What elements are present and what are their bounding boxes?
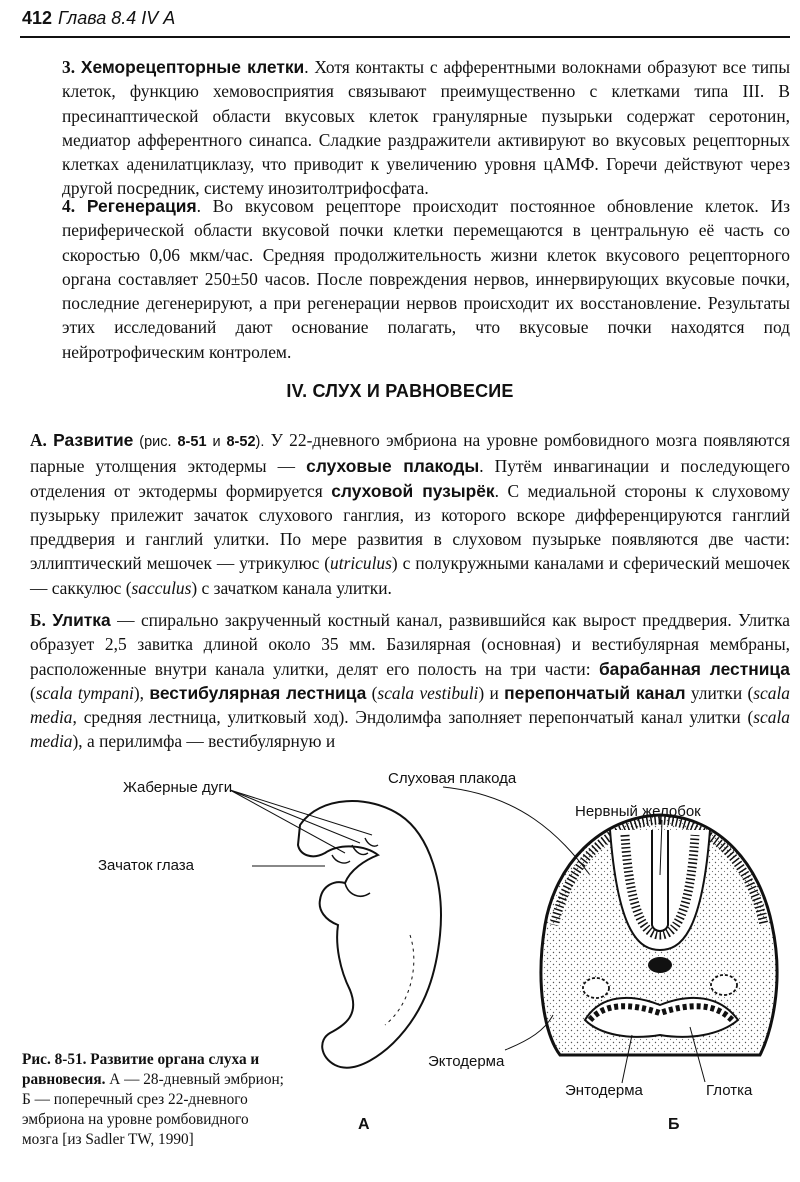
page-number: 412: [22, 8, 53, 28]
label-neural-groove: Нервный желобок: [575, 803, 701, 820]
panel-label-b: Б: [668, 1116, 680, 1133]
term-scala-vestibuli: вестибулярная лестница: [149, 682, 367, 703]
header-rule: [20, 36, 790, 38]
item-text: . Во вкусовом рецепторе происходит постоянное обновление клеток. Из периферической области вкусовой почки клетки перемещаются в центральную её часть со скоростью 0,06 мкм/час. Средняя продолжительность жизни клеток вкусового рецепторного органа составляет 250±50 часов. После повреждения нервов, иннервирующих вкусовые почки, последние дегенерируют, а при регенерации нервов происходит их восстановление. Результаты этих исследований дают основание полагать, что вкусовые почки находятся под нейротрофическим контролем.: [62, 196, 790, 362]
cross-section-drawing: [505, 815, 777, 1083]
item-number: 3.: [62, 57, 76, 77]
list-item-chemoreceptor: [62, 55, 790, 201]
term-scala-media: перепончатый канал: [504, 682, 686, 703]
item-term: Развитие: [53, 430, 134, 450]
label-ectoderm: Эктодерма: [428, 1053, 505, 1070]
item-term: Улитка: [52, 610, 111, 630]
term-otic-vesicle: слуховой пузырёк: [331, 480, 495, 501]
section-title: IV. СЛУХ И РАВНОВЕСИЕ: [286, 381, 514, 401]
item-text: . Хотя контакты с афферентными волокнами образуют все типы клеток, функцию хемовосприятия связывают преимущественно с клетками типа III. В пресинаптической области вкусовых клеток гранулярные пузырьки содержат серотонин, медиатор афферентного синапса. Сладкие раздражители активируют во вкусовых рецепторных клетках аденилатциклазу, что приводит к увеличению уровня цАМФ. Горечи действуют через другой посредник, систему инозитолтрифосфата.: [62, 57, 791, 199]
item-term: Хеморецепторные клетки: [80, 57, 305, 77]
item-number: Б.: [30, 610, 46, 630]
label-endoderm: Энтодерма: [565, 1082, 643, 1099]
label-pharynx: Глотка: [706, 1082, 753, 1099]
item-number: 4.: [62, 196, 76, 216]
term-scala-tympani: барабанная лестница: [598, 658, 790, 679]
caption-text: А — 28-дневный эмбрион; Б — поперечный срез 22-дневного эмбриона на уровне ромбовидного мозга [из Sadler TW, 1990]: [22, 1071, 284, 1148]
paragraph-development: А. Развитие (рис. 8-51 и 8-52). У 22-дневного эмбриона на уровне ромбовидного мозга появляются парные утолщения эктодермы — слуховые плакоды. Путём инвагинации и последующего отделения от эктодермы формируется слуховой пузырёк. С медиальной стороны к слуховому пузырьку прилежит зачаток слухового ганглия, из которого вскоре дифференцируются ганглий преддверия и ганглий улитки. По мере развития в слуховом пузырьке появляются две части: эллиптический мешочек — утрикулюс (utriculus) с полукружными каналами и сферический мешочек — саккулюс (sacculus) с зачатком канала улитки.: [30, 430, 790, 598]
caption-title: Рис. 8-51. Развитие органа слуха и равновесия.: [22, 1051, 260, 1088]
paragraph-cochlea: Б. Улитка — спирально закрученный костный канал, развившийся как вырост преддверия. Улитка образует 2,5 завитка длиной около 35 мм. Базилярная (основная) и вестибулярная мембраны, расположенные внутри канала улитки, делят его полость на три части: барабанная лестница (scala tympani), вестибулярная лестница (scala vestibuli) и перепончатый канал улитки (scala media, средняя лестница, улитковый ход). Эндолимфа заполняет перепончатый канал улитки (scala media), а перилимфа — вестибулярную и: [30, 610, 790, 752]
chapter-ref: Глава 8.4 IV А: [58, 8, 176, 28]
label-otic-placode: Слуховая плакода: [388, 770, 517, 787]
list-item-regeneration: [62, 194, 790, 364]
label-eye-primordium: Зачаток глаза: [98, 857, 194, 874]
label-gill-arches: Жаберные дуги: [123, 779, 233, 796]
running-header: [22, 8, 175, 29]
item-term: Регенерация: [86, 196, 197, 216]
item-number: А.: [30, 430, 47, 450]
figure-reference: (рис. 8-51 и 8-52).: [133, 434, 265, 450]
term-otic-placodes: слуховые плакоды: [306, 456, 480, 477]
embryo-drawing: [230, 787, 590, 1068]
figure-caption: [22, 1050, 284, 1150]
panel-label-a: А: [358, 1116, 370, 1133]
